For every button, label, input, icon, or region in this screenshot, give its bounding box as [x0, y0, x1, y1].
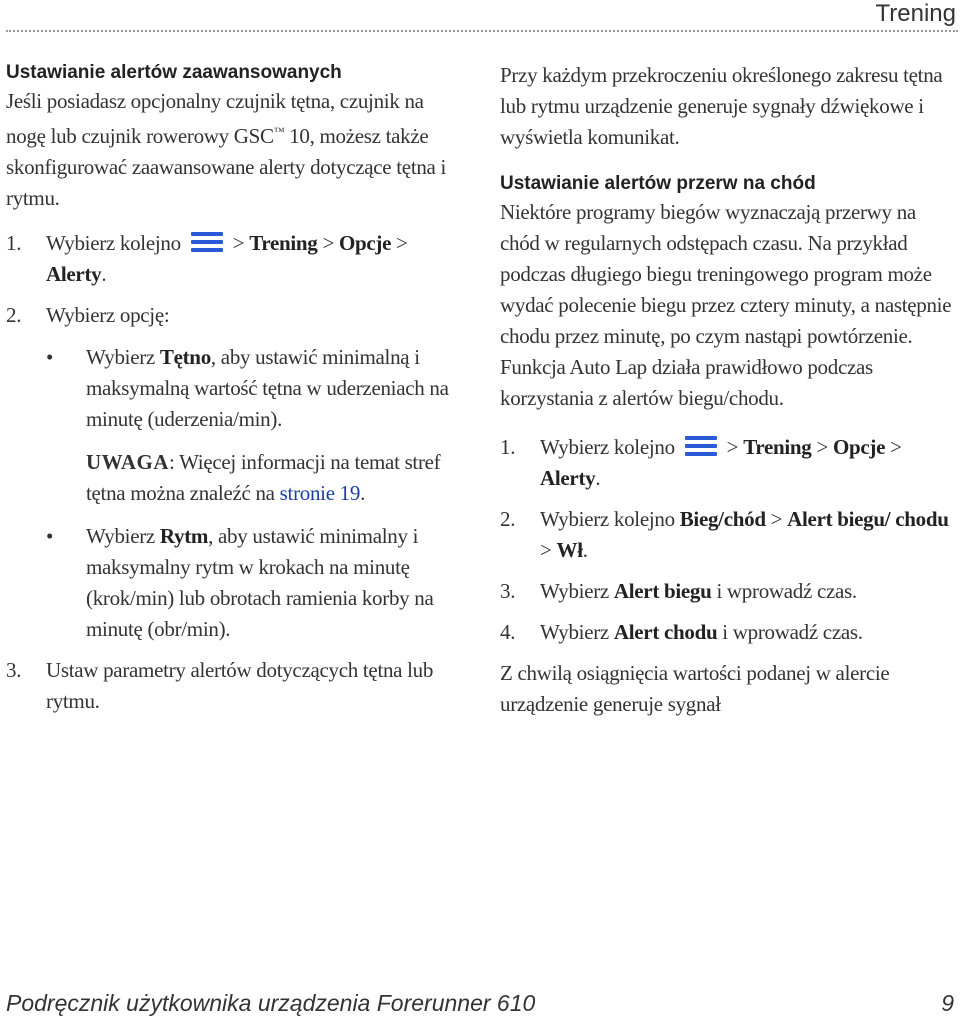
- step-text: Wybierz: [540, 579, 614, 603]
- option-bullet-hr: [6, 342, 468, 435]
- walk-step-4: [500, 617, 958, 648]
- menu-path-alert-biegu-chodu: Alert biegu/ chodu: [787, 507, 949, 531]
- punctuation: .: [360, 481, 366, 505]
- intro-text-b: 10, możesz także skonfigurować zaawansowane alerty dotyczące tętna i rytmu.: [6, 124, 447, 210]
- step-text: Wybierz kolejno: [540, 435, 675, 459]
- step-text: Ustaw parametry alertów dotyczących tętna lub rytmu.: [46, 658, 434, 713]
- page-number: 9: [941, 990, 954, 1016]
- menu-path-trening: Trening: [743, 435, 812, 459]
- bullet-text: Wybierz: [86, 345, 160, 369]
- menu-path-opcje: Opcje: [338, 231, 392, 255]
- step-number: 1.: [500, 435, 516, 459]
- step-number: 1.: [6, 231, 22, 255]
- page-link-19[interactable]: stronie 19: [279, 481, 361, 505]
- bullet-text: Wybierz: [86, 524, 160, 548]
- bullet-text: , aby ustawić minimalną i maksymalną wartość tętna w uderzeniach na minutę (uderzenia/min).: [86, 345, 449, 431]
- walk-step-1: [500, 432, 958, 494]
- menu-icon: [188, 229, 226, 255]
- punctuation: .: [582, 538, 588, 562]
- step-number: 4.: [500, 620, 516, 644]
- closing-paragraph: Z chwilą osiągnięcia wartości podanej w alercie urządzenie generuje sygnał: [500, 661, 890, 716]
- step-number: 3.: [6, 658, 22, 682]
- separator: >: [721, 435, 744, 459]
- steps-list: [6, 228, 468, 331]
- steps-list-2: [6, 655, 468, 717]
- step-number: 3.: [500, 579, 516, 603]
- walk-step-3: [500, 576, 958, 607]
- note-text: : Więcej informacji na temat stref tętna można znaleźć na: [86, 450, 441, 505]
- option-tetno: Tętno: [159, 345, 211, 369]
- menu-path-trening: Trening: [249, 231, 318, 255]
- menu-path-opcje: Opcje: [832, 435, 886, 459]
- step-text: Wybierz: [540, 620, 614, 644]
- options-list: [6, 342, 468, 435]
- option-bullet-cadence: [6, 521, 468, 645]
- intro-text-a: Jeśli posiadasz opcjonalny czujnik tętna, czujnik na nogę lub czujnik rowerowy GSC: [6, 89, 424, 148]
- bullet-dot: •: [46, 524, 54, 548]
- option-alert-biegu: Alert biegu: [613, 579, 712, 603]
- bullet-text: , aby ustawić minimalny i maksymalny rytm w krokach na minutę (krok/min) lub obrotach ramienia korby na minutę (obr/min).: [86, 524, 434, 641]
- step-text: i wprowadź czas.: [711, 579, 857, 603]
- step-text: Wybierz kolejno: [46, 231, 181, 255]
- options-list-2: [6, 521, 468, 645]
- intro-paragraph: [6, 86, 468, 214]
- walk-steps-list: [500, 432, 958, 648]
- right-column: [500, 60, 958, 720]
- separator: >: [765, 507, 788, 531]
- option-rytm: Rytm: [159, 524, 209, 548]
- alert-intro-paragraph: Przy każdym przekroczeniu określonego zakresu tętna lub rytmu urządzenie generuje sygnały dźwiękowe i wyświetla komunikat.: [500, 63, 943, 149]
- separator: >: [885, 435, 902, 459]
- bullet-dot: •: [46, 345, 54, 369]
- walk-step-2: [500, 504, 958, 566]
- separator: >: [811, 435, 833, 459]
- left-column: [6, 60, 468, 717]
- separator: >: [391, 231, 408, 255]
- header-divider: [6, 30, 958, 32]
- note-paragraph: [6, 447, 468, 509]
- menu-path-bieg-chod: Bieg/chód: [679, 507, 766, 531]
- section-heading-walk-alerts: Ustawianie alertów przerw na chód: [500, 173, 816, 194]
- page-header-title: Trening: [875, 0, 956, 27]
- punctuation: .: [101, 262, 107, 286]
- separator: >: [317, 231, 339, 255]
- step-1: [6, 228, 468, 290]
- note-label: UWAGA: [86, 450, 170, 474]
- step-number: 2.: [500, 507, 516, 531]
- step-2: [6, 300, 468, 331]
- step-3: [6, 655, 468, 717]
- step-text: i wprowadź czas.: [717, 620, 863, 644]
- step-text: Wybierz opcję:: [46, 303, 170, 327]
- menu-path-wl: Wł: [556, 538, 583, 562]
- option-alert-chodu: Alert chodu: [613, 620, 718, 644]
- menu-icon: [682, 433, 720, 459]
- menu-path-alerty: Alerty: [540, 466, 596, 490]
- separator: >: [540, 538, 557, 562]
- separator: >: [227, 231, 250, 255]
- footer-manual-title: Podręcznik użytkownika urządzenia Forerunner 610: [6, 990, 536, 1016]
- punctuation: .: [595, 466, 601, 490]
- step-number: 2.: [6, 303, 22, 327]
- step-text: Wybierz kolejno: [540, 507, 680, 531]
- walk-paragraph: Niektóre programy biegów wyznaczają przerwy na chód w regularnych odstępach czasu. Na przykład podczas długiego biegu treningowego program może wydać polecenie biegu przez cztery minuty, a następnie chodu przez minutę, po czym nastąpi powtórzenie. Funkcja Auto Lap działa prawidłowo podczas korzystania z alertów biegu/chodu.: [500, 200, 952, 410]
- menu-path-alerty: Alerty: [46, 262, 102, 286]
- section-heading-advanced-alerts: Ustawianie alertów zaawansowanych: [6, 62, 342, 83]
- trademark-symbol: ™: [273, 126, 285, 138]
